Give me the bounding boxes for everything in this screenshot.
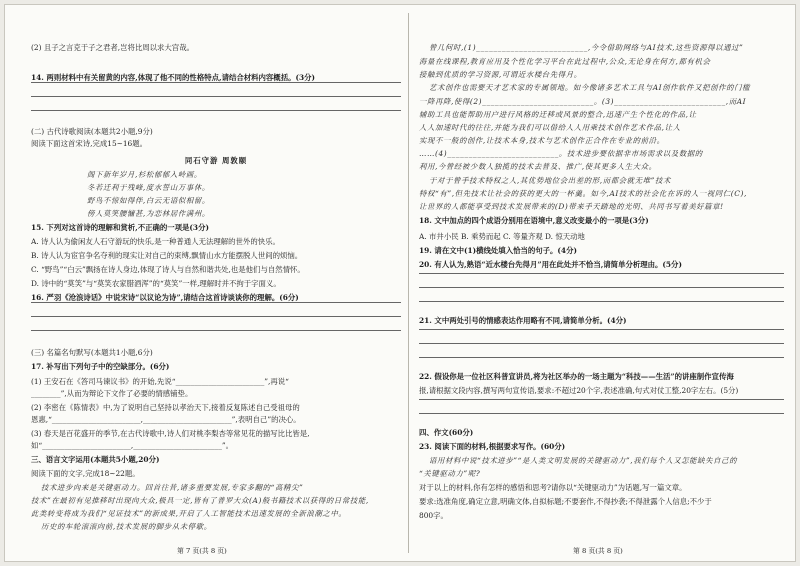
right-text-line: A. 市井小民 B. 乘势而起 C. 等量齐观 D. 惊天动地 [419,232,585,241]
answer-line[interactable] [419,343,784,344]
right-text-line: 20. 有人认为,熟语“近水楼台先得月”用在此处并不恰当,请简单分析理由。(5分) [419,260,682,269]
left-text-line: 恩惠,“________________________,________________________”,表明自己”的决心。 [31,415,301,424]
answer-line[interactable] [419,329,784,330]
right-text-line: 21. 文中两处引号的情感表达作用略有不同,请简单分析。(4分) [419,316,627,325]
right-text-line: 艺术创作也需要天才艺术家的专属领地。如今像诸多艺术工具与AI创作软件又把创作的门槛 [429,83,751,92]
answer-line[interactable] [419,273,784,274]
left-text-line: 技术进步向来是关键驱动力。回首往昔,诸多重要发展,专家多翻的“高精尖” [41,483,304,492]
right-text-line: 曾几何时,(1)__________________________,今令借助网络与AI技术,这些资源得以通过” [429,43,744,52]
left-page-number: 第 7 页(共 8 页) [177,547,227,555]
left-text-line: 16. 严羽《沧浪诗话》中说宋诗“以议论为诗”,请结合这首诗谈谈你的理解。(6分) [31,293,299,302]
right-text-line: ……(4)__________________________。技术进步要依据非市场需求以及数据的 [419,149,703,158]
right-text-line: 接触到优质的学习资源,可谓近水楼台先得月。 [419,70,582,79]
right-text-line: “关键驱动力”呢? [419,469,481,478]
right-text-line: 特权“有”,但先技术让社会的获的更大的一杯羹。如今,AI技术的社会化在诉的人一视同仁(C), [419,189,747,198]
left-text-line: (2) 且子之言克于子之君者,岂将比周以求大宫哉。 [31,43,194,52]
page-fold-divider [408,13,409,553]
right-text-line: 一降再降,使得(2)__________________________。(3)__________________________,而AI [419,97,747,106]
left-text-line: A. 诗人认为偷闲友人石守游玩的快乐,是一种普通人无法理解的世外的快乐。 [31,237,280,246]
left-text-line: 阅读下面这首宋诗,完成15~16题。 [31,139,148,148]
right-text-line: 让世界的人都能享受到技术发展带来的(D)带来手天踏地的光明、共同书写着美好篇章! [419,202,724,211]
left-text-line: 冬若迁利于残峰,度水誓山万事休。 [87,183,210,192]
left-text-line: 阅读下面的文字,完成18~22题。 [31,469,140,478]
left-text-line: B. 诗人认为宦官争名夺利的现实让对自己的束缚,飘情山水方能摆脱人世间的烦恼。 [31,251,303,260]
answer-line[interactable] [31,82,401,83]
answer-line[interactable] [419,287,784,288]
answer-line[interactable] [419,357,784,358]
poem-title: 同石守游 周敦颐 [184,156,248,165]
right-text-line: 于对于曾手技术特权之人,其优势地位会出差的形,而都会就无堆”技术 [429,176,672,185]
left-text-line: 如“________________________,________________________”。 [31,441,234,450]
right-page-number: 第 8 页(共 8 页) [573,547,623,555]
right-text-line: 人人加速时代的往往,并能为我们可以借给人人用乘技术创作艺术作品,让人 [419,123,681,132]
answer-line[interactable] [31,302,401,303]
left-text-line: 17. 补写出下列句子中的空缺部分。(6分) [31,362,170,371]
answer-line[interactable] [419,399,784,400]
left-text-line: 14. 两则材料中有关留黄的内容,体现了他不同的性格特点,请结合材料内容概括。(3分) [31,73,315,82]
answer-line[interactable] [31,96,401,97]
left-text-line: (2) 李密在《陈情表》中,为了说明自己坚持以孝治天下,接着反复陈述自己受祖母的 [31,403,300,412]
left-text-line: 傍人莫笑腰慵甚,为恋林居作满州。 [87,209,210,218]
right-text-line: 22. 假设你是一位社区科普宣讲员,将为社区举办的一场主题为“科技——生活”的讲座制作宣传海 [419,372,734,381]
answer-line[interactable] [31,110,401,111]
left-text-line: (三) 名篇名句默写(本题共1小题,6分) [31,348,153,357]
right-text-line: 报,请根据文段内容,撰写两句宣传语,要求:不超过20个字,表述准确,句式对仗工整,20字左右。(5分) [419,386,739,395]
right-text-line: 语用材料中说“技术进步”“是人类文明发展的关键驱动力”,我们每个人又怎能缺失自己的 [429,456,738,465]
left-text-line: 野鸟不惊如得伴,白云无语似相留。 [87,196,210,205]
right-text-line: 18. 文中加点的四个成语分别用在语境中,意义改变最小的一项是(3分) [419,216,649,225]
right-text-line: 要求:选准角度,确定立意,明确文体,自拟标题;不要套作,不得抄袭;不得泄露个人信息;不少于 [419,497,712,506]
answer-line[interactable] [419,413,784,414]
left-text-line: ________”,从而为辩论下文作了必要的情感铺垫。 [31,389,193,398]
right-text-line: 800字。 [419,511,448,520]
left-text-line: C. “野鸟”“白云”飘扬在诗人身边,体现了诗人与自然和谐共处,也是他们与自然情怀。 [31,265,305,274]
right-text-line: 海量在线课程,教育应用及个性化学习平台在此过程中,公众,无论身在何方,都有机会 [419,57,711,66]
left-text-line: 阁下新年岁月,杉松郁郁入岭画。 [87,170,202,179]
right-text-line: 利用,今曾经被少数人独揽的技术去普及、推广,使其更多人生大众。 [419,162,657,171]
left-text-line: 此类转变将成为我们“见证技术”的新成果,开启了人工智能技术迅速发展的全新浪潮之中。 [31,509,347,518]
answer-line[interactable] [419,301,784,302]
right-text-line: 实现不一般的创作,让技术本身,技术与艺术创作正合作在专业的前沿。 [419,136,665,145]
right-text-line: 23. 阅读下面的材料,根据要求写作。(60分) [419,442,566,451]
left-text-line: (3) 春天是百花盛开的季节,在古代诗歌中,诗人们对桃李梨杏等常见花的描写比比皆是, [31,429,310,438]
left-text-line: D. 诗中的“莫笑”与“莫笑农家腊酒浑”的“莫笑”一样,理解时并不拘于字面义。 [31,279,281,288]
exam-sheet [4,4,796,562]
answer-line[interactable] [31,316,401,317]
answer-line[interactable] [31,330,401,331]
left-text-line: 历史的车轮滚滚向前,技术发展的脚步从未停歇。 [41,522,212,531]
left-text-line: (二) 古代诗歌阅读(本题共2小题,9分) [31,127,153,136]
left-text-line: (1) 王安石在《答司马谏议书》的开始,先说“________________________”,再说“ [31,377,289,386]
right-text-line: 19. 请在文中(1)横线处填入恰当的句子。(4分) [419,246,577,255]
left-text-line: 技术”在最初有见推移时出现向大众,极具一定,皆有了普罗大众(A)般书籍技术以获得的日常技能, [31,496,369,505]
right-text-line: 辅助工具也能帮助用户进行风格的迁移或风景的整合,迅速产生个性化的作品,让 [419,110,697,119]
left-text-line: 三、语言文字运用(本题共5小题,20分) [31,455,160,464]
right-text-line: 四、作文(60分) [419,428,474,437]
right-text-line: 对于以上的材料,你有怎样的感悟和思考?请你以“关键驱动力”为话题,写一篇文章。 [419,483,687,492]
left-text-line: 15. 下列对这首诗的理解和赏析,不正确的一项是(3分) [31,223,209,232]
